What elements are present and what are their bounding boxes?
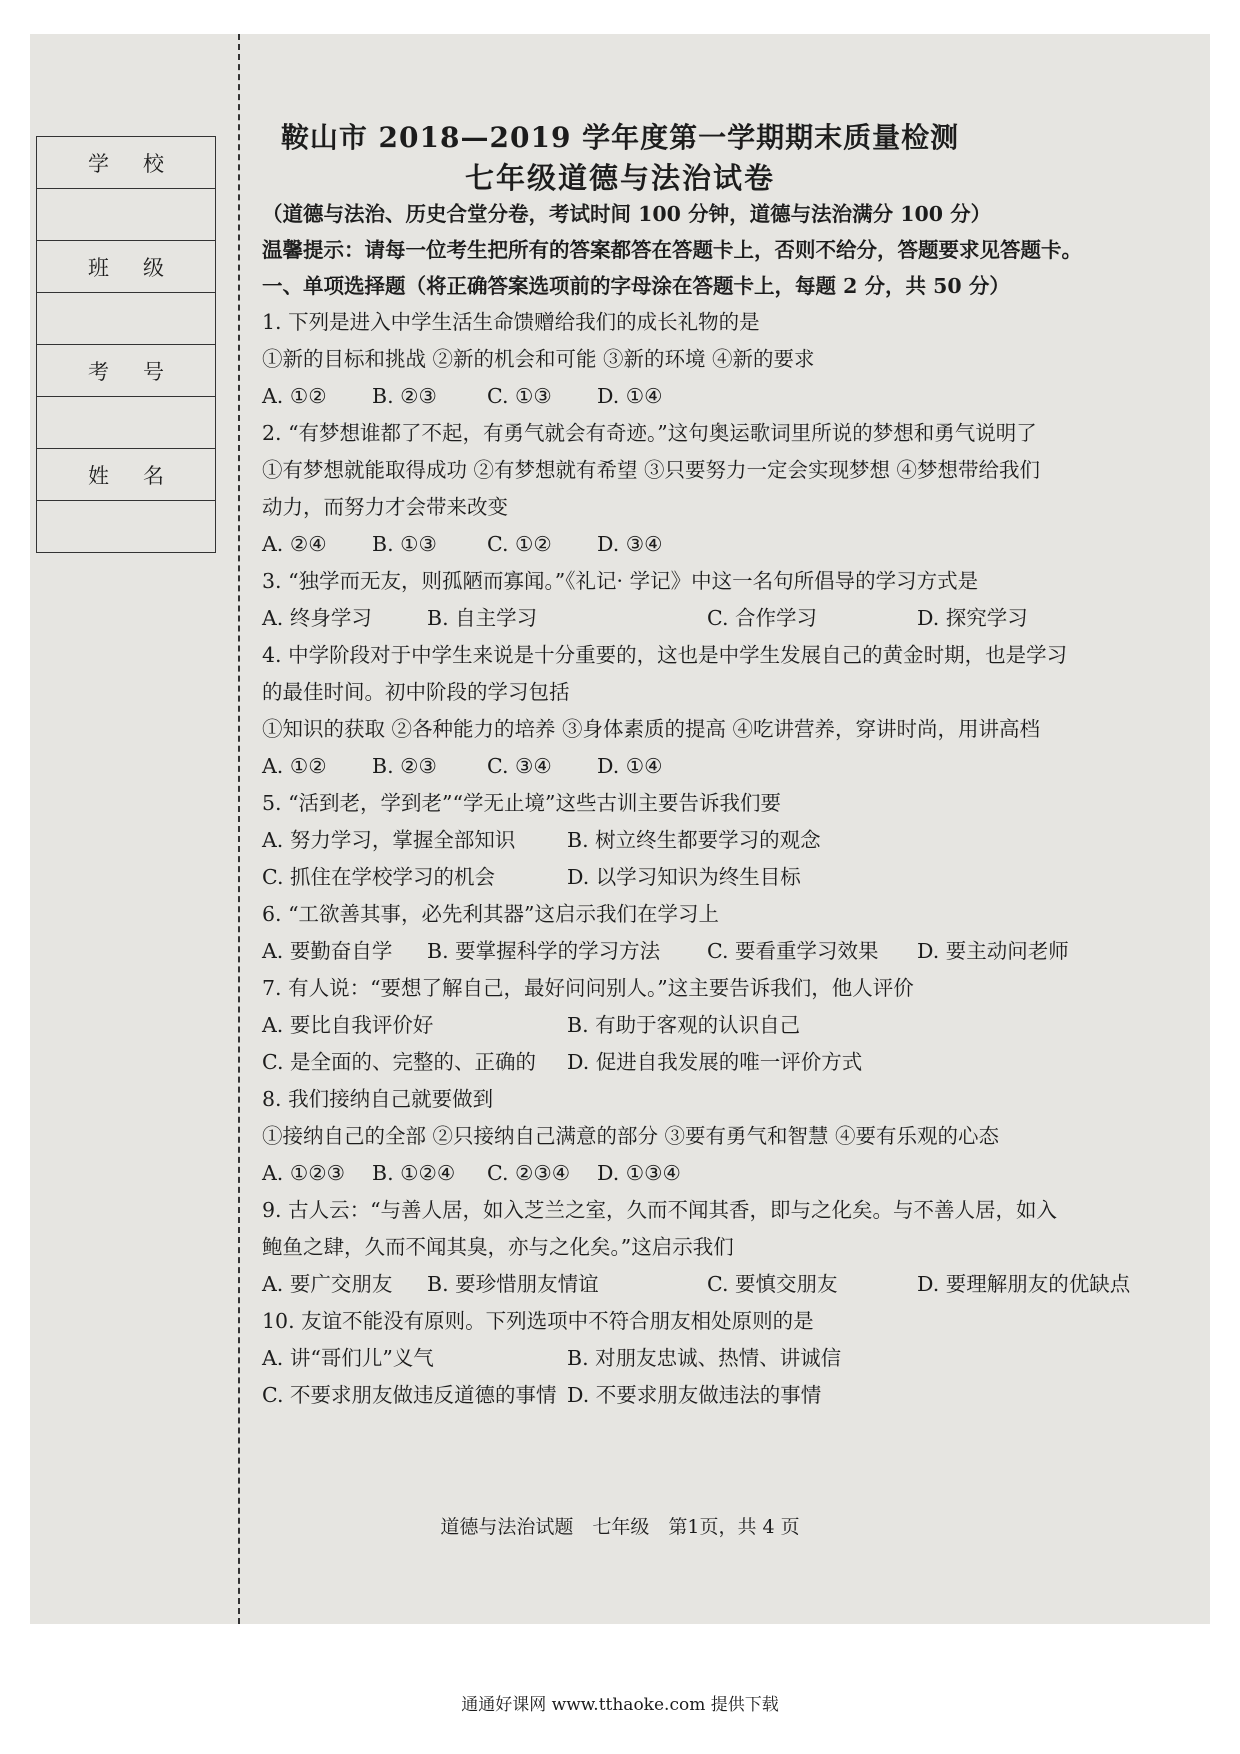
question-2 xyxy=(262,415,1210,563)
question-stem-line: ①知识的获取 ②各种能力的培养 ③身体素质的提高 ④吃讲营养，穿讲时尚，用讲高档 xyxy=(262,717,1041,741)
option-row xyxy=(262,1007,1210,1044)
option-c: C. ①② xyxy=(487,532,552,556)
option-row xyxy=(262,1340,1210,1377)
option-a: C. 不要求朋友做违反道德的事情 xyxy=(262,1383,557,1407)
exam-title: 鞍山市 2018—2019 学年度第一学期期末质量检测 xyxy=(280,121,960,154)
option-a: A. 要比自我评价好 xyxy=(262,1013,434,1037)
option-row xyxy=(262,748,1210,785)
option-d: D. ①③④ xyxy=(597,1161,681,1185)
option-row xyxy=(262,822,1210,859)
option-c: C. ①③ xyxy=(487,384,552,408)
question-stem-line: 9. 古人云：“与善人居，如入芝兰之室，久而不闻其香，即与之化矣。与不善人居，如入 xyxy=(262,1198,1058,1222)
option-d: D. ①④ xyxy=(597,754,663,778)
option-row xyxy=(262,1377,1210,1414)
option-row xyxy=(262,526,1210,563)
question-1 xyxy=(262,304,1210,415)
option-b: D. 不要求朋友做违法的事情 xyxy=(567,1383,822,1407)
option-b: B. 对朋友忠诚、热情、讲诚信 xyxy=(567,1346,842,1370)
option-a: A. 努力学习，掌握全部知识 xyxy=(262,828,516,852)
question-stem-line: 2. “有梦想谁都了不起，有勇气就会有奇迹。”这句奥运歌词里所说的梦想和勇气说明了 xyxy=(262,421,1037,445)
option-b: B. ①②④ xyxy=(372,1161,456,1185)
question-6 xyxy=(262,896,1210,970)
option-row xyxy=(262,378,1210,415)
exam-subtitle: 七年级道德与法治试卷 xyxy=(464,161,775,195)
option-a: A. ②④ xyxy=(262,532,327,556)
option-a: A. 要勤奋自学 xyxy=(262,939,393,963)
option-a: A. ①② xyxy=(262,754,327,778)
option-d: D. ③④ xyxy=(597,532,663,556)
option-c: C. 合作学习 xyxy=(707,606,817,630)
question-stem-line: 10. 友谊不能没有原则。下列选项中不符合朋友相处原则的是 xyxy=(262,1309,814,1333)
option-row xyxy=(262,1044,1210,1081)
question-9 xyxy=(262,1192,1210,1303)
class-blank xyxy=(37,293,216,345)
option-c: C. ②③④ xyxy=(487,1161,571,1185)
option-a: C. 抓住在学校学习的机会 xyxy=(262,865,495,889)
option-row xyxy=(262,600,1210,637)
option-a: A. ①②③ xyxy=(262,1161,345,1185)
exam-note: （道德与法治、历史合堂分卷，考试时间 100 分钟，道德与法治满分 100 分） xyxy=(262,202,992,226)
source-credit: 通通好课网 www.tthaoke.com 提供下载 xyxy=(461,1695,779,1715)
exam-number-label: 考号 xyxy=(37,345,216,397)
question-stem-line: 动力，而努力才会带来改变 xyxy=(262,495,508,519)
seal-fold-line xyxy=(238,34,240,1624)
option-b: B. 树立终生都要学习的观念 xyxy=(567,828,821,852)
section-heading: 一、单项选择题（将正确答案选项前的字母涂在答题卡上，每题 2 分，共 50 分） xyxy=(262,274,1010,298)
question-stem-line: ①新的目标和挑战 ②新的机会和可能 ③新的环境 ④新的要求 xyxy=(262,347,815,371)
option-a: A. ①② xyxy=(262,384,327,408)
option-row xyxy=(262,1266,1210,1303)
question-stem-line: 1. 下列是进入中学生活生命馈赠给我们的成长礼物的是 xyxy=(262,310,760,334)
option-b: B. ②③ xyxy=(372,384,437,408)
question-stem-line: ①接纳自己的全部 ②只接纳自己满意的部分 ③要有勇气和智慧 ④要有乐观的心态 xyxy=(262,1124,1000,1148)
option-d: D. 探究学习 xyxy=(917,606,1028,630)
question-7 xyxy=(262,970,1210,1081)
exam-number-blank xyxy=(37,397,216,449)
option-b: D. 以学习知识为终生目标 xyxy=(567,865,801,889)
option-row xyxy=(262,933,1210,970)
option-b: B. 要珍惜朋友情谊 xyxy=(427,1272,599,1296)
option-b: B. 要掌握科学的学习方法 xyxy=(427,939,661,963)
question-stem-line: 8. 我们接纳自己就要做到 xyxy=(262,1087,494,1111)
option-row xyxy=(262,1155,1210,1192)
question-4 xyxy=(262,637,1210,785)
option-b: B. 自主学习 xyxy=(427,606,538,630)
option-c: C. 要看重学习效果 xyxy=(707,939,879,963)
question-stem-line: 7. 有人说：“要想了解自己，最好问问别人。”这主要告诉我们，他人评价 xyxy=(262,976,914,1000)
student-info-table xyxy=(36,136,216,553)
option-c: C. 要慎交朋友 xyxy=(707,1272,838,1296)
option-d: D. 要主动问老师 xyxy=(917,939,1069,963)
option-b: B. ②③ xyxy=(372,754,437,778)
exam-paper-photo xyxy=(30,34,1210,1624)
exam-content xyxy=(262,196,1210,1414)
question-stem-line: 5. “活到老，学到老”“学无止境”这些古训主要告诉我们要 xyxy=(262,791,781,815)
option-a: A. 要广交朋友 xyxy=(262,1272,393,1296)
option-b: D. 促进自我发展的唯一评价方式 xyxy=(567,1050,863,1074)
option-d: D. ①④ xyxy=(597,384,663,408)
page-footer: 道德与法治试题 七年级 第1页，共 4 页 xyxy=(440,1516,800,1538)
question-stem-line: 6. “工欲善其事，必先利其器”这启示我们在学习上 xyxy=(262,902,720,926)
option-row xyxy=(262,859,1210,896)
question-5 xyxy=(262,785,1210,896)
question-stem-line: 鲍鱼之肆，久而不闻其臭，亦与之化矣。”这启示我们 xyxy=(262,1235,734,1259)
name-label: 姓名 xyxy=(37,449,216,501)
school-label: 学校 xyxy=(37,137,216,189)
name-blank xyxy=(37,501,216,553)
option-a: A. 终身学习 xyxy=(262,606,372,630)
option-a: A. 讲“哥们儿”义气 xyxy=(262,1346,434,1370)
option-c: C. ③④ xyxy=(487,754,552,778)
warm-tip: 温馨提示：请每一位考生把所有的答案都答在答题卡上，否则不给分，答题要求见答题卡。 xyxy=(262,238,1082,262)
question-stem-line: ①有梦想就能取得成功 ②有梦想就有希望 ③只要努力一定会实现梦想 ④梦想带给我们 xyxy=(262,458,1041,482)
question-stem-line: 的最佳时间。初中阶段的学习包括 xyxy=(262,680,570,704)
option-d: D. 要理解朋友的优缺点 xyxy=(917,1272,1131,1296)
class-label: 班级 xyxy=(37,241,216,293)
option-b: B. 有助于客观的认识自己 xyxy=(567,1013,801,1037)
question-10 xyxy=(262,1303,1210,1414)
question-stem-line: 4. 中学阶段对于中学生来说是十分重要的，这也是中学生发展自己的黄金时期，也是学习 xyxy=(262,643,1068,667)
question-3 xyxy=(262,563,1210,637)
question-list xyxy=(262,304,1210,1414)
option-a: C. 是全面的、完整的、正确的 xyxy=(262,1050,536,1074)
option-b: B. ①③ xyxy=(372,532,437,556)
question-stem-line: 3. “独学而无友，则孤陋而寡闻。”《礼记· 学记》中这一名句所倡导的学习方式是 xyxy=(262,569,979,593)
question-8 xyxy=(262,1081,1210,1192)
